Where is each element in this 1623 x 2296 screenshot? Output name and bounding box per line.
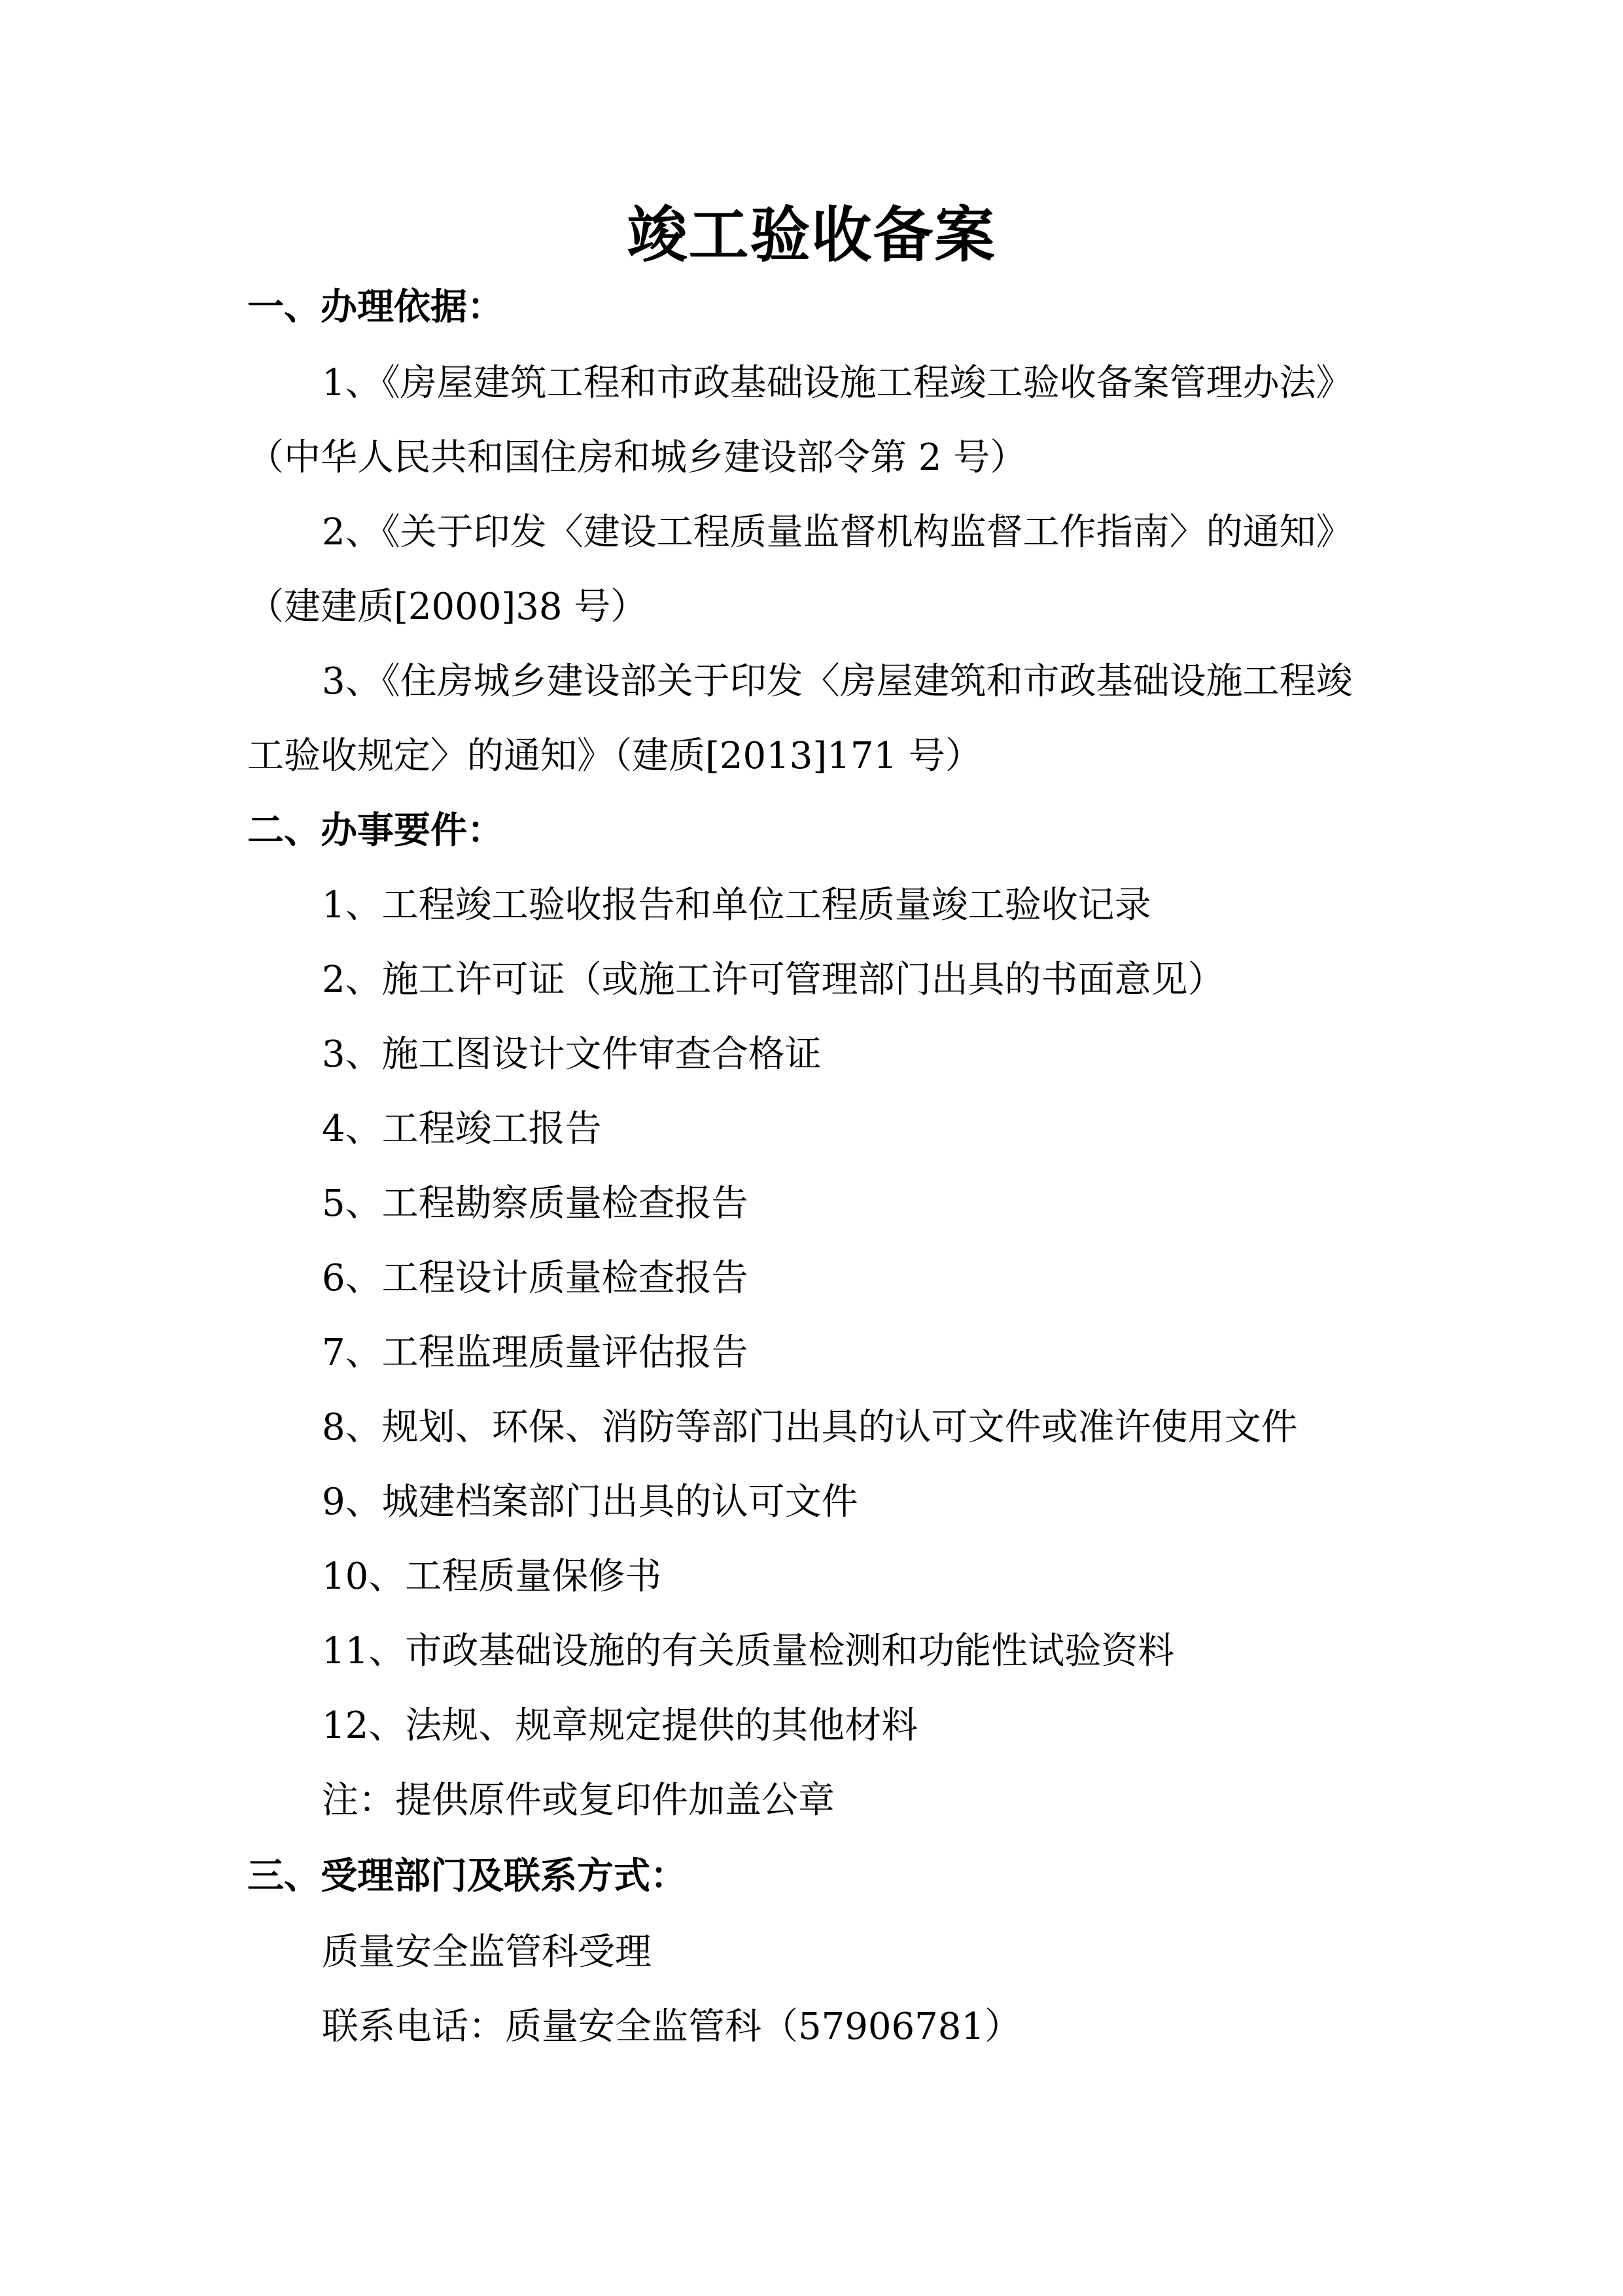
section-heading-basis: 一、办理依据： (247, 286, 504, 328)
requirement-item: 5、工程勘察质量检查报告 (322, 1182, 748, 1225)
page-title: 竣工验收备案 (627, 200, 996, 270)
basis-item-1-line-1: 1、《房屋建筑工程和市政基础设施工程竣工验收备案管理办法》 (322, 362, 1353, 404)
requirement-item: 8、规划、环保、消防等部门出具的认可文件或准许使用文件 (322, 1406, 1298, 1449)
basis-item-2-line-2: （建建质[2000]38 号） (247, 586, 648, 628)
requirement-item: 12、法规、规章规定提供的其他材料 (322, 1704, 918, 1747)
section-heading-requirements: 二、办事要件： (247, 809, 504, 852)
requirement-item: 10、工程质量保修书 (322, 1555, 662, 1598)
requirement-item: 3、施工图设计文件审查合格证 (322, 1033, 822, 1076)
basis-item-3-line-1: 3、《住房城乡建设部关于印发〈房屋建筑和市政基础设施工程竣 (322, 660, 1353, 703)
accepting-department: 质量安全监管科受理 (322, 1931, 652, 1973)
requirement-item: 4、工程竣工报告 (322, 1108, 602, 1150)
basis-item-1-line-2: （中华人民共和国住房和城乡建设部令第 2 号） (247, 436, 1027, 479)
requirement-item: 7、工程监理质量评估报告 (322, 1332, 748, 1374)
basis-item-2-line-1: 2、《关于印发〈建设工程质量监督机构监督工作指南〉的通知》 (322, 511, 1353, 554)
requirement-item: 9、城建档案部门出具的认可文件 (322, 1481, 858, 1523)
requirement-item: 11、市政基础设施的有关质量检测和功能性试验资料 (322, 1630, 1175, 1672)
requirement-item: 2、施工许可证（或施工许可管理部门出具的书面意见） (322, 959, 1225, 1001)
requirement-item: 6、工程设计质量检查报告 (322, 1257, 748, 1299)
requirement-item: 1、工程竣工验收报告和单位工程质量竣工验收记录 (322, 884, 1151, 927)
contact-phone: 联系电话：质量安全监管科（57906781） (322, 2005, 1022, 2048)
requirement-note: 注：提供原件或复印件加盖公章 (322, 1779, 835, 1822)
section-heading-contact: 三、受理部门及联系方式： (247, 1855, 687, 1898)
basis-item-3-line-2: 工验收规定〉的通知》（建质[2013]171 号） (247, 735, 982, 777)
